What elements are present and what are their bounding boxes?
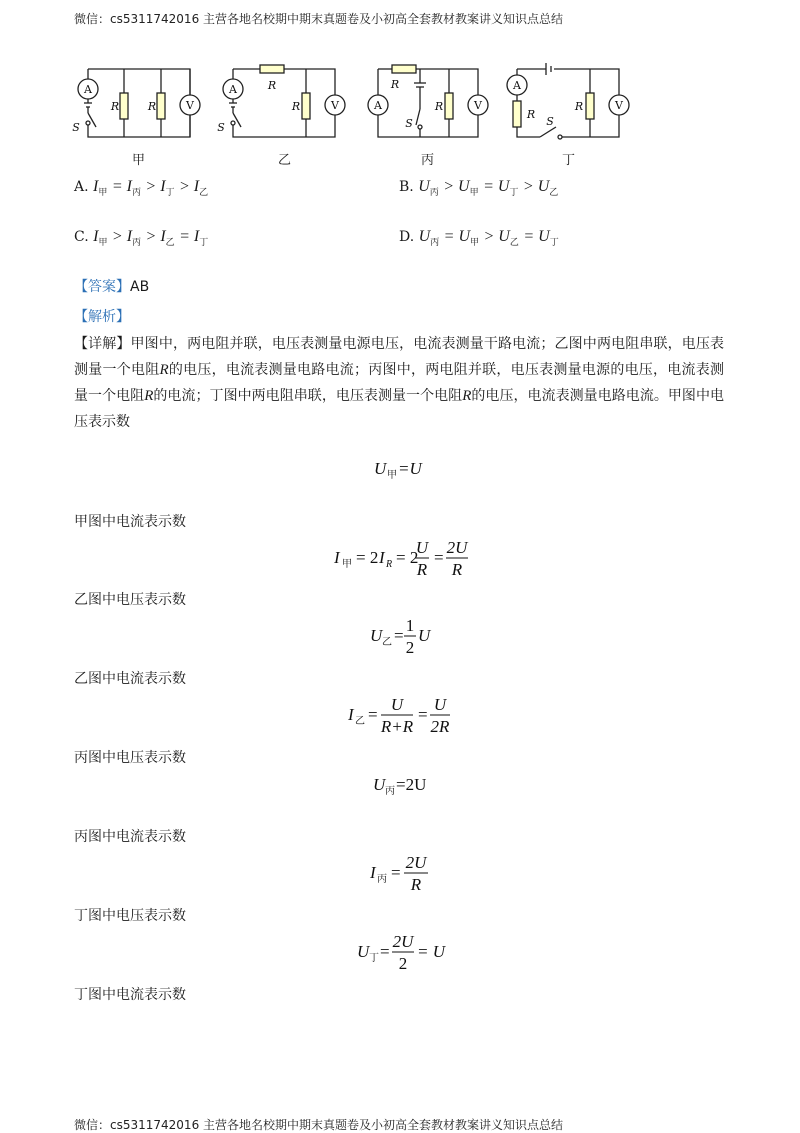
voltmeter-bing: V <box>474 99 482 112</box>
svg-text:1: 1 <box>405 616 415 635</box>
svg-text:2: 2 <box>405 638 415 657</box>
svg-text:R: R <box>416 560 428 579</box>
svg-text:2R: 2R <box>430 717 450 736</box>
equation-5 <box>0 764 800 820</box>
svg-text:U: U <box>370 626 383 645</box>
svg-text:甲: 甲 <box>342 559 352 570</box>
svg-text:R: R <box>451 560 463 579</box>
detail-paragraph: 【详解】甲图中，两电阻并联，电压表测量电源电压，电流表测量干路电流；乙图中两电阻串联，电压表测量一个电阻R的电压，电流表测量电路电流；丙图中，两电阻并联，电压表测量电源的电压，电流表测量一个电阻R的电流；丁图中两电阻串联，电压表测量一个电阻R的电压，电流表测量电路电流。甲图中电压表示数 <box>74 336 725 430</box>
svg-text:2U: 2U <box>392 932 414 951</box>
svg-text:R+R: R+R <box>380 717 414 736</box>
switch-label-ding: S <box>546 115 554 128</box>
svg-text:R: R <box>386 559 393 570</box>
resistor-label-yi-1: R <box>267 79 277 92</box>
svg-text:I: I <box>348 705 354 724</box>
svg-text:=: = <box>368 705 378 724</box>
resistor-label-bing-2: R <box>434 100 444 113</box>
resistor-label-yi-2: R <box>291 100 301 113</box>
svg-text:丙: 丙 <box>377 874 387 885</box>
svg-text:=: = <box>418 705 428 724</box>
switch-label-yi: S <box>217 121 225 134</box>
resistor-label-ding-1: R <box>526 108 536 121</box>
label-yi-voltage: 乙图中电压表示数 <box>74 592 186 608</box>
svg-text:I: I <box>379 548 385 567</box>
svg-text:=: = <box>391 863 401 882</box>
voltmeter-ding: V <box>615 99 623 112</box>
label-yi-current: 乙图中电流表示数 <box>74 671 186 687</box>
equation-7 <box>0 927 800 983</box>
label-bing-current: 丙图中电流表示数 <box>74 829 186 845</box>
svg-text:= U: = U <box>417 942 445 961</box>
svg-text:U: U <box>374 459 387 478</box>
svg-text:=2U: =2U <box>396 775 427 794</box>
caption-bing: 丙 <box>421 153 435 168</box>
resistor-label-bing-1: R <box>390 78 400 91</box>
analysis-line <box>74 306 130 326</box>
label-jia-current: 甲图中电流表示数 <box>74 514 186 530</box>
equation-4 <box>0 690 800 746</box>
ammeter-yi: A <box>229 83 237 96</box>
circuit-yi <box>223 65 345 137</box>
svg-text:I: I <box>370 863 376 882</box>
voltmeter-yi: V <box>331 99 339 112</box>
svg-text:=: = <box>434 548 444 567</box>
svg-text:I: I <box>334 548 340 567</box>
svg-text:丙: 丙 <box>385 786 395 797</box>
svg-text:2U: 2U <box>405 853 427 872</box>
svg-text:R: R <box>410 875 422 894</box>
answer-line <box>74 276 149 296</box>
page-footer: 微信：cs5311742016 主营各地名校期中期末真题卷及小初高全套教材教案讲义知识点总结 <box>74 1118 564 1132</box>
voltmeter-jia: V <box>186 99 194 112</box>
option-b: B. $U_丙 > U_甲 = U_丁 > U_乙$ <box>399 178 559 198</box>
resistor-label-ding-2: R <box>574 100 584 113</box>
circuit-bing <box>368 65 488 137</box>
answer-tag: 【答案】 <box>74 279 130 295</box>
svg-text:U: U <box>418 626 431 645</box>
caption-jia: 甲 <box>132 153 146 168</box>
option-c: C. $I_甲 > I_丙 > I_乙 = I_丁$ <box>74 228 209 248</box>
svg-text:乙: 乙 <box>382 637 392 648</box>
equation-3 <box>0 611 800 667</box>
svg-text:= 2: = 2 <box>396 548 419 567</box>
option-d: D. $U_丙 = U_甲 > U_乙 = U_丁$ <box>399 228 559 248</box>
svg-text:U: U <box>433 695 447 714</box>
svg-text:=: = <box>394 626 404 645</box>
ammeter-ding: A <box>513 79 521 92</box>
svg-text:甲: 甲 <box>387 470 397 481</box>
svg-text:乙: 乙 <box>355 716 365 727</box>
resistor-label-jia-1: R <box>110 100 120 113</box>
switch-label-bing: S <box>405 117 413 130</box>
equation-1 <box>0 446 800 502</box>
ammeter-bing: A <box>374 99 382 112</box>
equation-2 <box>0 533 800 589</box>
svg-text:U: U <box>390 695 404 714</box>
svg-text:= 2: = 2 <box>356 548 379 567</box>
svg-text:U: U <box>373 775 386 794</box>
option-a: A. $I_甲 = I_丙 > I_丁 > I_乙$ <box>74 178 209 198</box>
equation-6 <box>0 848 800 904</box>
caption-ding: 丁 <box>562 153 576 168</box>
svg-text:丁: 丁 <box>369 953 379 964</box>
circuit-ding <box>507 63 629 139</box>
page-header: 微信：cs5311742016 主营各地名校期中期末真题卷及小初高全套教材教案讲义知识点总结 <box>74 12 564 26</box>
svg-text:=U: =U <box>398 459 422 478</box>
analysis-tag: 【解析】 <box>74 309 130 325</box>
caption-yi: 乙 <box>278 153 292 168</box>
svg-text:U: U <box>357 942 370 961</box>
svg-text:U: U <box>415 538 429 557</box>
switch-label-jia: S <box>72 121 80 134</box>
label-ding-current: 丁图中电流表示数 <box>74 987 186 1003</box>
circuit-jia <box>78 69 200 137</box>
resistor-label-jia-2: R <box>147 100 157 113</box>
svg-text:=: = <box>380 942 390 961</box>
label-bing-voltage: 丙图中电压表示数 <box>74 750 186 766</box>
svg-text:2: 2 <box>398 954 408 973</box>
svg-text:2U: 2U <box>446 538 468 557</box>
ammeter-jia: A <box>84 83 92 96</box>
answer-value: AB <box>130 279 150 295</box>
label-ding-voltage: 丁图中电压表示数 <box>74 908 186 924</box>
